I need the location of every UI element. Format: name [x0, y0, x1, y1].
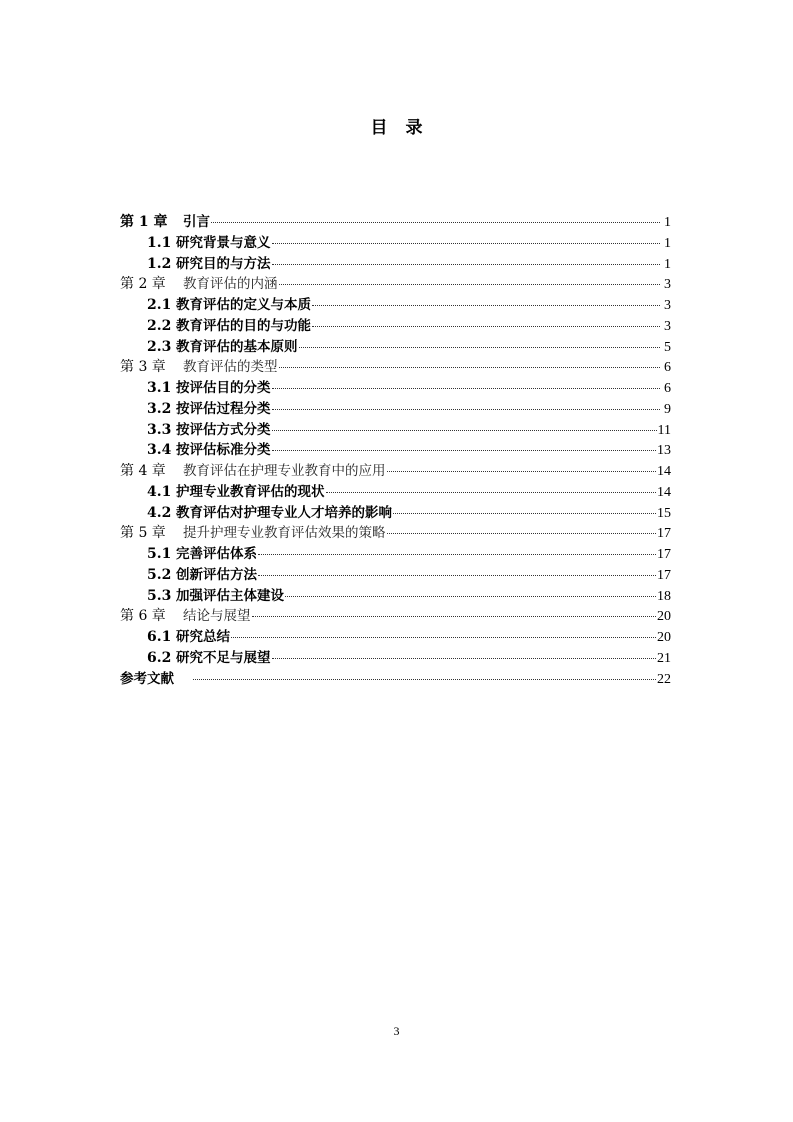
toc-chapter-entry[interactable]: [120, 606, 671, 627]
toc-entry-title: 加强评估主体建设: [176, 587, 284, 604]
toc-section-entry[interactable]: [120, 627, 671, 648]
toc-dot-leader: [272, 387, 661, 389]
toc-dot-leader: [252, 615, 657, 617]
toc-entry-title: 研究背景与意义: [176, 234, 271, 251]
toc-entry-number: 第 5 章: [120, 525, 166, 542]
toc-dot-leader: [299, 346, 661, 348]
toc-entry-title: 教育评估的定义与本质: [176, 297, 311, 313]
toc-entry-label: [120, 357, 278, 378]
toc-entry-number: 6.2: [147, 649, 172, 666]
toc-chapter-entry[interactable]: [120, 212, 671, 233]
toc-chapter-entry[interactable]: [120, 461, 671, 482]
table-of-contents: [120, 212, 671, 689]
toc-entry-number: 4.2: [147, 504, 172, 521]
toc-page-number: 15: [657, 505, 671, 521]
toc-entry-number: 第 2 章: [120, 276, 166, 293]
toc-entry-label: [120, 544, 257, 565]
toc-entry-number: 3.2: [147, 400, 172, 417]
toc-section-entry[interactable]: [120, 544, 671, 565]
toc-entry-title: 教育评估对护理专业人才培养的影响: [176, 504, 392, 521]
toc-entry-number: 第 3 章: [120, 359, 166, 376]
toc-entry-label: [120, 669, 192, 690]
toc-entry-title: 教育评估的基本原则: [176, 338, 298, 355]
toc-entry-label: [120, 378, 271, 399]
toc-entry-label: [120, 440, 271, 461]
toc-entry-title: 研究总结: [176, 629, 230, 645]
toc-section-entry[interactable]: [120, 648, 671, 669]
toc-title-char-1: 目: [370, 118, 388, 138]
toc-entry-title: 提升护理专业教育评估效果的策略: [183, 525, 386, 542]
toc-dot-leader: [272, 449, 657, 451]
toc-entry-number: 2.1: [147, 297, 172, 313]
toc-entry-title: 教育评估的内涵: [183, 276, 278, 293]
toc-entry-title: 按评估过程分类: [176, 400, 271, 417]
toc-page-number: 6: [664, 381, 671, 396]
toc-page-number: 17: [657, 567, 671, 583]
toc-chapter-entry[interactable]: [120, 357, 671, 378]
toc-entry-label: [120, 627, 230, 648]
toc-entry-title: 教育评估的类型: [183, 359, 278, 376]
toc-page-number: 1: [664, 235, 671, 251]
toc-entry-number: 3.3: [147, 421, 172, 438]
toc-entry-number: 5.2: [147, 566, 172, 583]
toc-entry-number: 3.1: [147, 380, 172, 396]
toc-entry-label: [120, 274, 278, 295]
toc-entry-label: [120, 316, 311, 337]
toc-dot-leader: [211, 221, 660, 223]
toc-dot-leader: [272, 242, 661, 244]
toc-entry-label: [120, 295, 311, 316]
toc-dot-leader: [272, 408, 661, 410]
toc-section-entry[interactable]: [120, 337, 671, 358]
toc-dot-leader: [279, 283, 661, 285]
toc-entry-label: [120, 648, 271, 669]
toc-entry-label: [120, 254, 271, 275]
toc-entry-number: 1.2: [147, 255, 172, 272]
toc-section-entry[interactable]: [120, 482, 671, 503]
toc-dot-leader: [393, 512, 656, 514]
page-number: 3: [393, 1024, 400, 1038]
toc-entry-number: 2.2: [147, 317, 172, 334]
toc-entry-label: [120, 420, 271, 441]
toc-entry-title: 研究不足与展望: [176, 649, 271, 666]
toc-page-number: 1: [664, 256, 671, 272]
toc-dot-leader: [285, 595, 656, 597]
toc-page-number: 9: [664, 401, 671, 417]
toc-chapter-entry[interactable]: [120, 274, 671, 295]
toc-entry-title: 引言: [183, 214, 210, 230]
toc-entry-label: [120, 482, 325, 503]
toc-dot-leader: [258, 574, 656, 576]
toc-entry-title: 创新评估方法: [176, 566, 257, 583]
toc-dot-leader: [326, 491, 657, 493]
toc-dot-leader: [231, 636, 656, 638]
toc-entry-label: [120, 461, 386, 482]
toc-dot-leader: [279, 366, 661, 368]
toc-entry-label: [120, 565, 257, 586]
toc-page-number: 14: [657, 484, 671, 500]
toc-entry-number: 第 6 章: [120, 608, 166, 625]
toc-section-entry[interactable]: [120, 254, 671, 275]
toc-entry-label: [120, 399, 271, 420]
toc-entry-number: 2.3: [147, 338, 172, 355]
toc-section-entry[interactable]: [120, 586, 671, 607]
toc-page-number: 11: [657, 422, 671, 438]
toc-entry-title: 教育评估在护理专业教育中的应用: [183, 463, 386, 479]
toc-page-number: 22: [657, 671, 671, 687]
toc-section-entry[interactable]: [120, 420, 671, 441]
toc-entry-title: 教育评估的目的与功能: [176, 317, 311, 334]
toc-page-number: 5: [664, 339, 671, 355]
toc-references-entry[interactable]: [120, 669, 671, 690]
toc-section-entry[interactable]: [120, 316, 671, 337]
toc-entry-title: 结论与展望: [183, 608, 251, 625]
toc-dot-leader: [312, 325, 660, 327]
toc-entry-number: 1.1: [147, 234, 172, 251]
toc-entry-label: [120, 503, 392, 524]
toc-section-entry[interactable]: [120, 565, 671, 586]
toc-dot-leader: [272, 429, 657, 431]
toc-title: [0, 113, 793, 138]
toc-entry-title: 研究目的与方法: [176, 255, 271, 272]
toc-page-number: 17: [657, 526, 671, 542]
toc-page-number: 3: [664, 277, 671, 293]
toc-section-entry[interactable]: [120, 440, 671, 461]
toc-section-entry[interactable]: [120, 503, 671, 524]
toc-entry-title: 参考文献: [120, 670, 174, 687]
toc-entry-label: [120, 233, 271, 254]
toc-dot-leader: [272, 657, 657, 659]
toc-page-number: 20: [657, 609, 671, 625]
toc-section-entry[interactable]: [120, 378, 671, 399]
toc-dot-leader: [312, 304, 660, 306]
toc-title-char-2: 录: [405, 118, 423, 138]
toc-page-number: 21: [657, 650, 671, 666]
toc-entry-title: 按评估目的分类: [176, 380, 271, 396]
toc-entry-label: [120, 523, 386, 544]
toc-entry-number: 6.1: [147, 629, 172, 645]
toc-page-number: 6: [664, 360, 671, 376]
toc-entry-number: 5.1: [147, 546, 172, 562]
toc-page-number: 14: [657, 464, 671, 479]
toc-entry-label: [120, 606, 251, 627]
toc-section-entry[interactable]: [120, 233, 671, 254]
toc-entry-label: [120, 337, 298, 358]
toc-page-number: 3: [664, 298, 671, 313]
toc-entry-title: 完善评估体系: [176, 546, 257, 562]
toc-entry-number: 第 1 章: [120, 214, 168, 230]
toc-dot-leader: [387, 470, 657, 472]
toc-chapter-entry[interactable]: [120, 523, 671, 544]
toc-page-number: 3: [664, 318, 671, 334]
toc-page-number: 18: [657, 588, 671, 604]
toc-page-number: 1: [664, 215, 671, 230]
toc-entry-number: 第 4 章: [120, 463, 166, 479]
toc-entry-number: 4.1: [147, 483, 172, 500]
toc-entry-label: [120, 586, 284, 607]
toc-dot-leader: [258, 553, 656, 555]
toc-entry-number: 5.3: [147, 587, 172, 604]
toc-dot-leader: [272, 263, 661, 265]
toc-entry-title: 按评估方式分类: [176, 421, 271, 438]
toc-dot-leader: [387, 532, 657, 534]
toc-page-number: 20: [657, 630, 671, 645]
toc-section-entry[interactable]: [120, 295, 671, 316]
toc-section-entry[interactable]: [120, 399, 671, 420]
toc-entry-title: 按评估标准分类: [176, 442, 271, 459]
toc-dot-leader: [193, 678, 656, 680]
toc-entry-title: 护理专业教育评估的现状: [176, 483, 325, 500]
toc-page-number: 13: [657, 443, 671, 459]
toc-page-number: 17: [657, 547, 671, 562]
toc-entry-label: [120, 212, 210, 233]
toc-entry-number: 3.4: [147, 442, 172, 459]
